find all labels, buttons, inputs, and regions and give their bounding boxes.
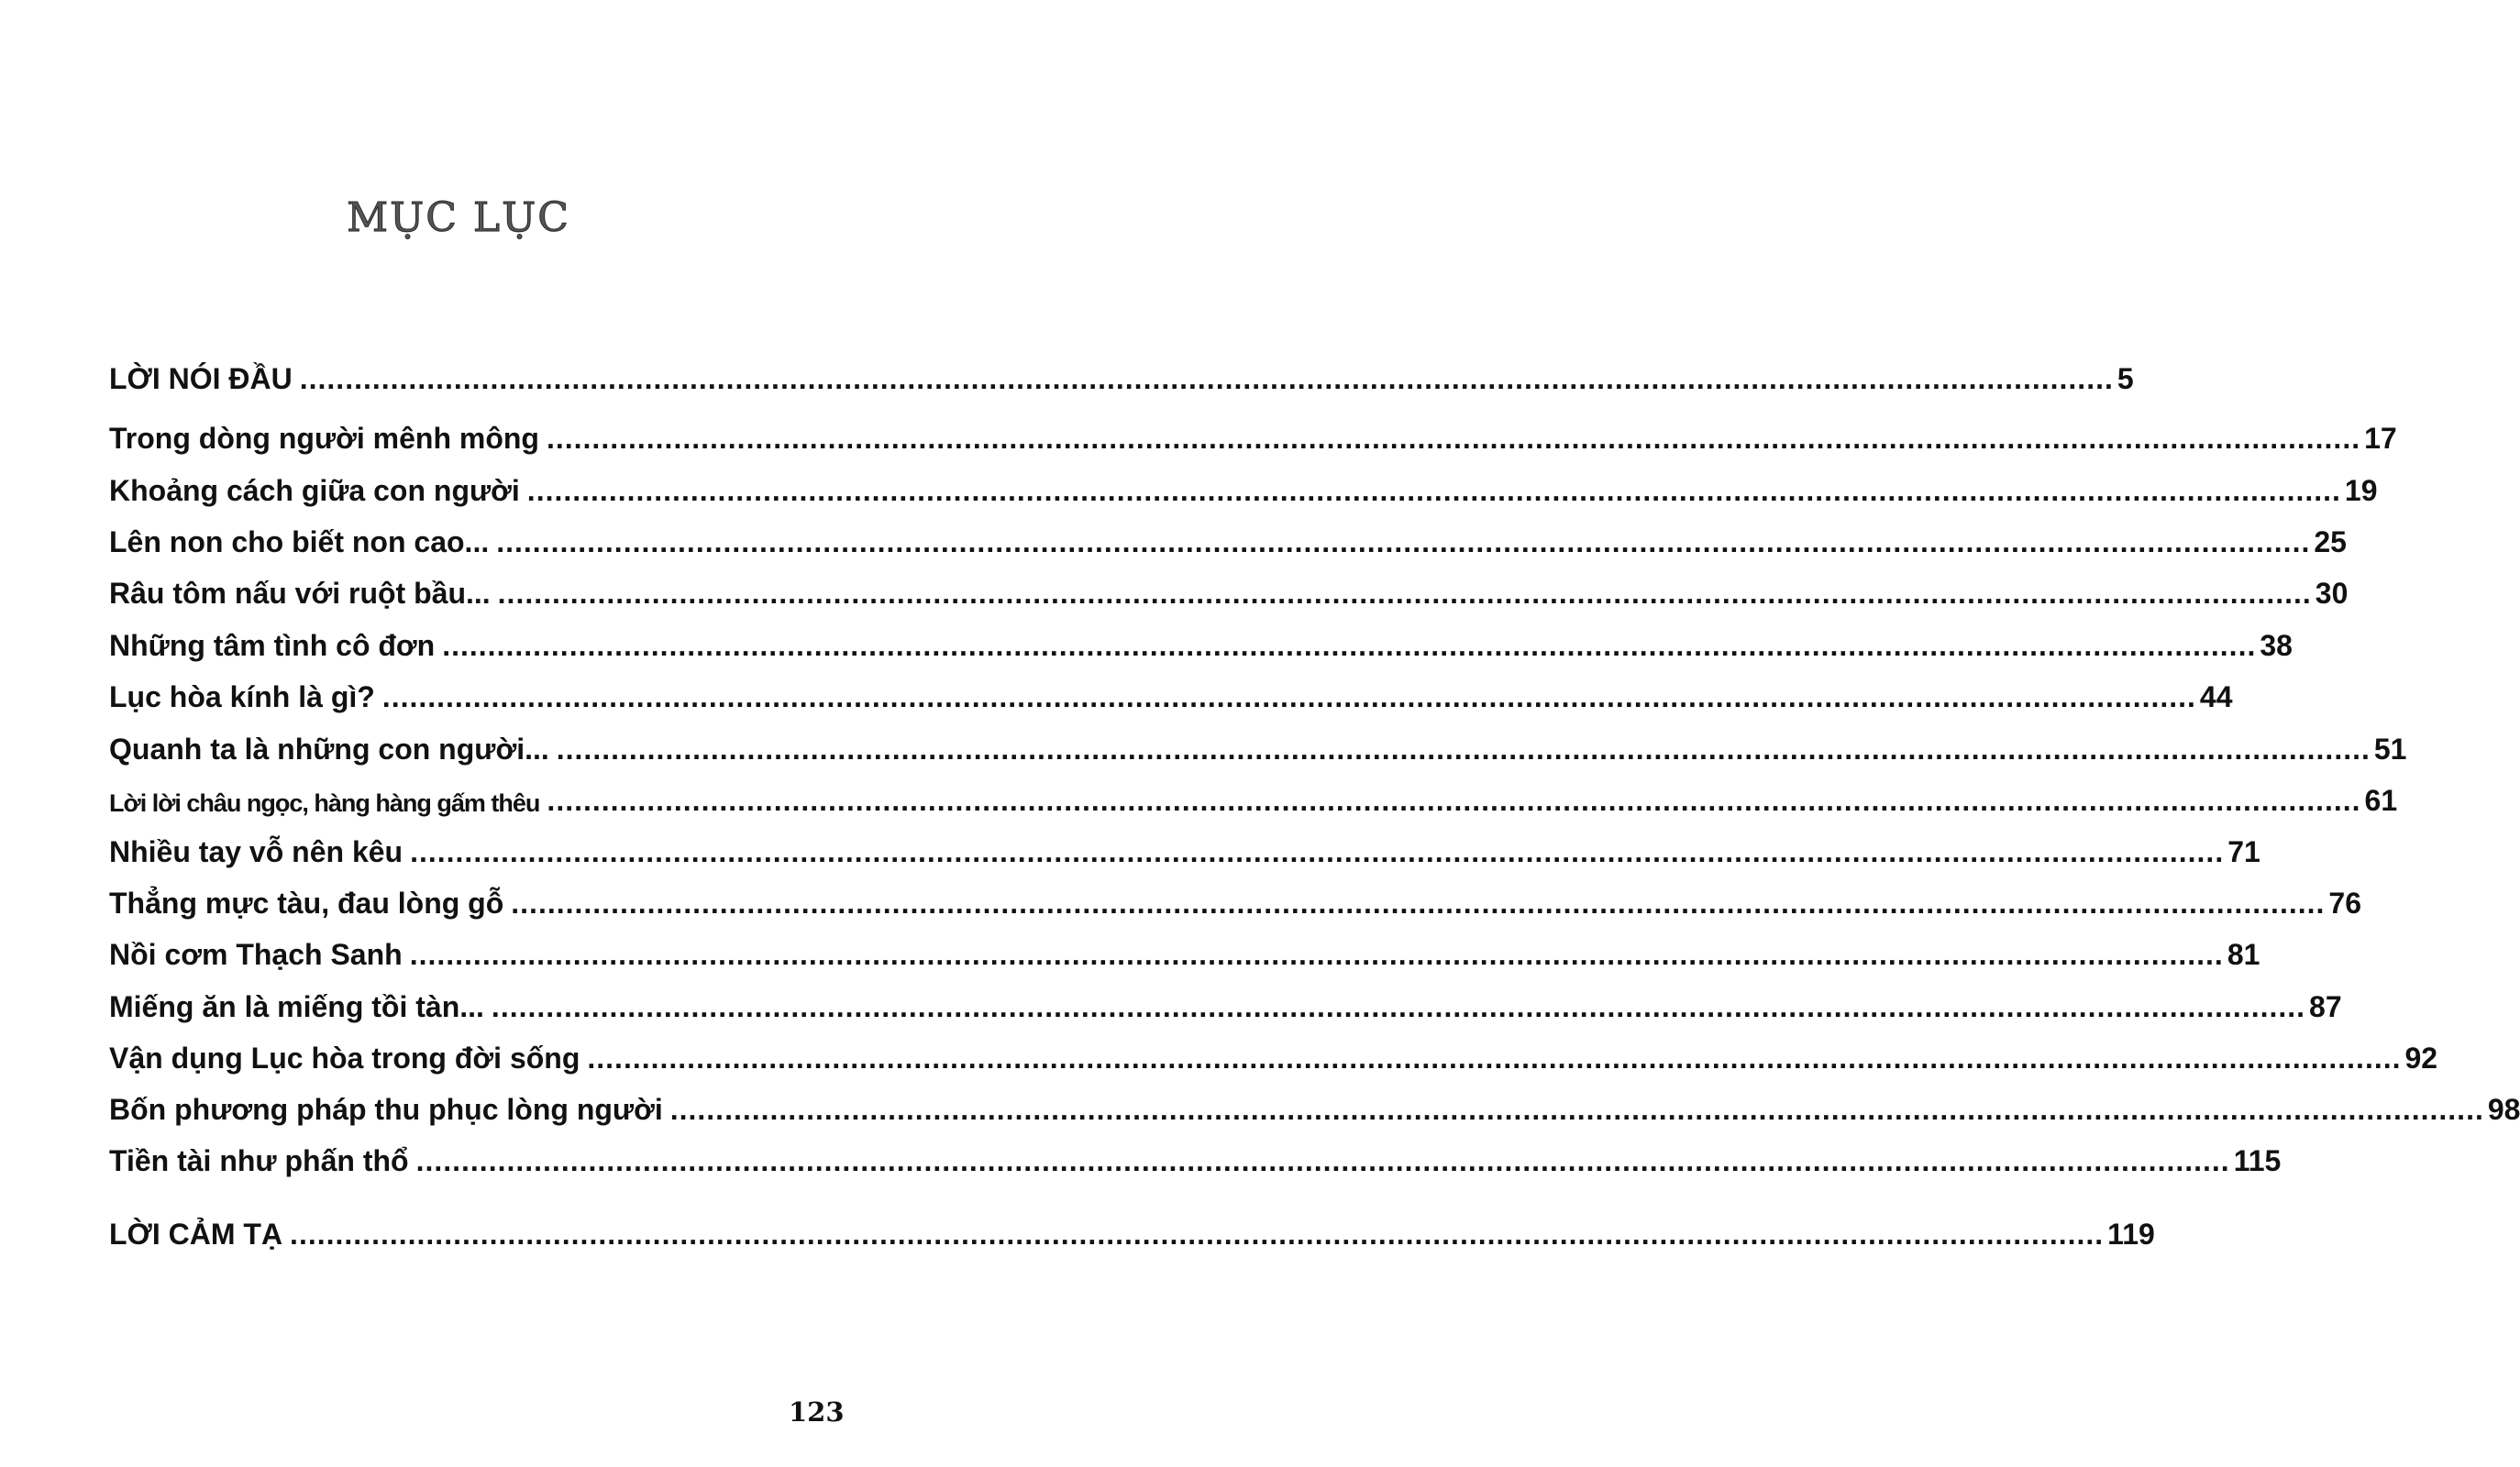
toc-entry [109, 517, 2347, 559]
toc-entry-page: 76 [2328, 887, 2361, 920]
dot-leader: ........................................................................................................................................................................................................ [290, 1218, 2105, 1251]
toc-entry [109, 827, 2260, 869]
page-number: 123 [789, 1396, 845, 1428]
toc-entry-page: 30 [2315, 577, 2349, 610]
toc-entry [109, 1085, 2520, 1127]
dot-leader: ........................................................................................................................................................................................................ [410, 835, 2225, 868]
toc-entry-label: Râu tôm nấu với ruột bầu... [109, 577, 491, 610]
toc-entry-label: Lên non cho biết non cao... [109, 525, 490, 558]
toc-entry-label: Lục hòa kính là gì? [109, 680, 375, 713]
dot-leader: ........................................................................................................................................................................................................ [669, 1093, 2484, 1126]
toc-entry-label: Nhiều tay vỗ nên kêu [109, 835, 403, 868]
dot-leader: ........................................................................................................................................................................................................ [415, 1144, 2230, 1177]
toc-entry-label: Bốn phương pháp thu phục lòng người [109, 1093, 663, 1126]
toc-entry-acknowledgements [109, 1209, 2155, 1252]
toc-entry [109, 1033, 2438, 1075]
dot-leader: ........................................................................................................................................................................................................ [442, 629, 2257, 662]
toc-entry-page: 38 [2260, 629, 2293, 662]
toc-entry-label: Những tâm tình cô đơn [109, 629, 436, 662]
toc-entry-page: 87 [2309, 990, 2342, 1023]
toc-entry-preface [109, 354, 2134, 396]
toc-entry [109, 982, 2342, 1024]
toc-entry-page: 44 [2199, 680, 2233, 713]
toc-entry-page: 98 [2487, 1093, 2520, 1126]
toc-entry [109, 776, 2398, 818]
toc-entry [109, 672, 2233, 714]
dot-leader: ........................................................................................................................................................................................................ [556, 733, 2371, 766]
toc-entry-page: 115 [2233, 1144, 2282, 1177]
toc-entry-label: Miếng ăn là miếng tồi tàn... [109, 990, 484, 1023]
dot-leader: ........................................................................................................................................................................................................ [299, 362, 2114, 395]
toc-entry-page: 51 [2373, 733, 2407, 766]
toc-entry [109, 621, 2293, 663]
dot-leader: ........................................................................................................................................................................................................ [546, 422, 2361, 455]
toc-entry-label: LỜI CẢM TẠ [109, 1218, 283, 1251]
toc-entry-label: Thẳng mực tàu, đau lòng gỗ [109, 887, 504, 920]
toc-entry-page: 25 [2314, 525, 2347, 558]
toc-entry-label: Quanh ta là những con người... [109, 733, 549, 766]
dot-leader: ........................................................................................................................................................................................................ [511, 887, 2326, 920]
toc-entry-page: 5 [2117, 362, 2134, 395]
toc-entry-page: 71 [2227, 835, 2260, 868]
toc-entry-label: Tiền tài như phấn thổ [109, 1144, 409, 1177]
toc-entry [109, 930, 2260, 972]
toc-entry-page: 119 [2107, 1218, 2155, 1251]
toc-entry [109, 1136, 2282, 1178]
toc-entry-label: Khoảng cách giữa con người [109, 474, 520, 507]
toc-entry-label: LỜI NÓI ĐẦU [109, 362, 293, 395]
toc-entry [109, 466, 2378, 508]
toc-entry [109, 568, 2349, 611]
page-title: MỤC LỤC [347, 194, 570, 241]
toc-entry [109, 724, 2407, 767]
toc-entry-page: 61 [2364, 784, 2398, 817]
toc-entry-page: 81 [2227, 938, 2260, 971]
dot-leader: ........................................................................................................................................................................................................ [491, 990, 2306, 1023]
dot-leader: ........................................................................................................................................................................................................ [496, 525, 2311, 558]
toc-entry-page: 19 [2344, 474, 2378, 507]
dot-leader: ........................................................................................................................................................................................................ [409, 938, 2224, 971]
dot-leader: ........................................................................................................................................................................................................ [587, 1042, 2402, 1075]
toc-entry-page: 17 [2364, 422, 2397, 455]
toc-entry-label: Nồi cơm Thạch Sanh [109, 938, 403, 971]
toc-entry [109, 414, 2397, 456]
dot-leader: ........................................................................................................................................................................................................ [526, 474, 2341, 507]
dot-leader: ........................................................................................................................................................................................................ [547, 784, 2361, 817]
toc-entry-label: Lời lời châu ngọc, hàng hàng gấm thêu [109, 789, 540, 817]
toc-entry-page: 92 [2404, 1042, 2438, 1075]
toc-entry [109, 878, 2361, 921]
dot-leader: ........................................................................................................................................................................................................ [381, 680, 2196, 713]
toc-entry-label: Vận dụng Lục hòa trong đời sống [109, 1042, 580, 1075]
toc-entry-label: Trong dòng người mênh mông [109, 422, 539, 455]
dot-leader: ........................................................................................................................................................................................................ [497, 577, 2312, 610]
